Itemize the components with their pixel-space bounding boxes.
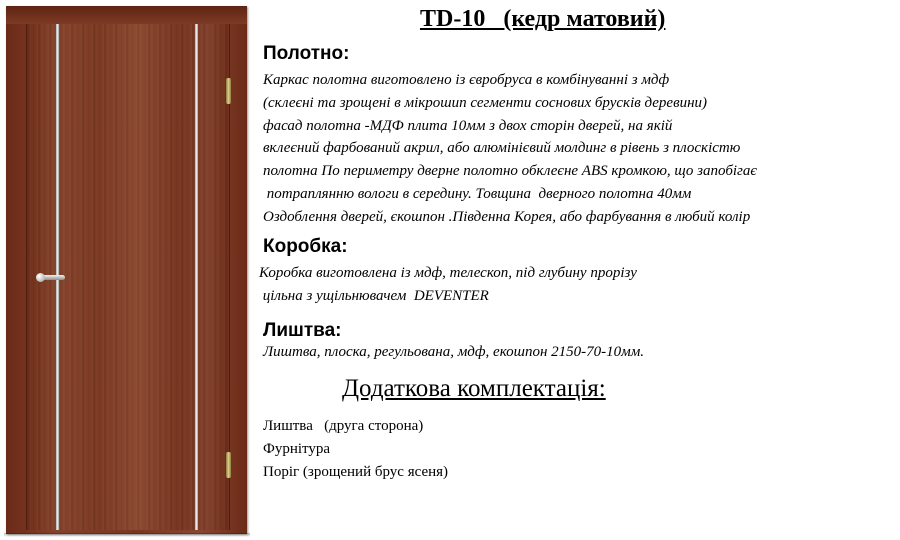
extra-equipment-list (263, 415, 448, 484)
korobka-line: цільна з ущільнювачем DEVENTER (259, 287, 489, 304)
section-heading-korobka: Коробка: (263, 236, 348, 257)
section-heading-polotno: Полотно: (263, 43, 350, 64)
polotno-description (263, 69, 757, 229)
extra-equipment-heading: Додаткова комплектація: (342, 375, 606, 402)
lyshtva-line: Лиштва, плоска, регульована, мдф, екошпон 2150-70-10мм. (263, 344, 645, 360)
list-item: Фурнітура (263, 441, 331, 457)
door-illustration (0, 0, 255, 540)
section-heading-lyshtva: Лиштва: (263, 320, 342, 341)
polotno-line: Оздоблення дверей, єкошпон .Південна Корея, або фарбування в любий колір (263, 208, 751, 225)
polotno-line: полотна По периметру дверне полотно обклеєне ABS кромкою, що запобігає (263, 163, 757, 180)
list-item: Поріг (зрощений брус ясеня) (263, 464, 449, 480)
lyshtva-description (263, 341, 644, 364)
hinge-top (226, 78, 231, 104)
product-title: TD-10 (кедр матовий) (420, 6, 666, 32)
door-handle-rose (36, 273, 45, 282)
aluminium-molding-right (195, 24, 198, 530)
hinge-bottom (226, 452, 231, 478)
list-item: Лиштва (друга сторона) (263, 418, 424, 434)
korobka-line: Коробка виготовлена із мдф, телескоп, під глубину прорізу (259, 265, 637, 281)
door-frame-top (6, 6, 247, 24)
polotno-line: вклеєний фарбований акрил, або алюмінієвий молдинг в рівень з плоскістю (263, 140, 741, 157)
floor-shadow (4, 533, 250, 537)
polotno-line: (склеєні та зрощені в мікрошип сегменти соснових брусків деревини) (263, 94, 708, 111)
korobka-description (259, 262, 637, 308)
polotno-line: Каркас полотна виготовлено із євробруса в комбінуванні з мдф (263, 72, 670, 88)
polotno-line: потраплянню вологи в середину. Товщина дверного полотна 40мм (263, 185, 692, 202)
polotno-line: фасад полотна -МДФ плита 10мм з двох сторін дверей, на якій (263, 117, 673, 134)
